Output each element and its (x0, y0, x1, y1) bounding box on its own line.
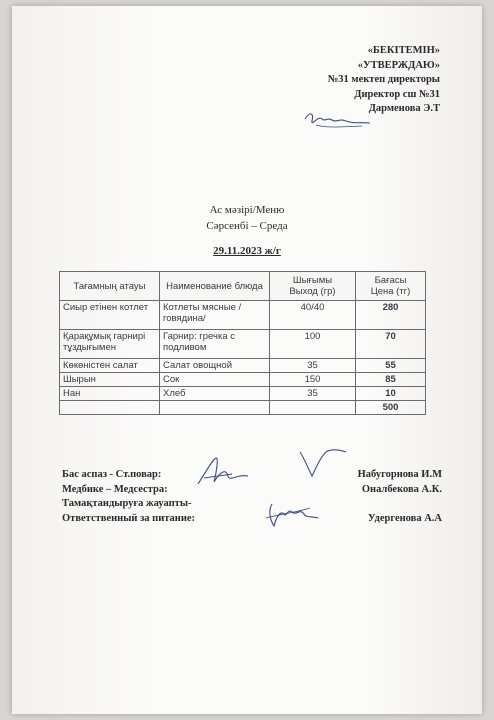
cell-kz: Сиыр етінен котлет (60, 301, 160, 330)
cell-yield: 35 (270, 359, 356, 373)
cell-kz: Көкөністен салат (60, 359, 160, 373)
cook-label: Бас аспаз - Ст.повар: (62, 469, 162, 480)
cell-ru: Гарнир: гречка с подливом (160, 330, 270, 359)
header-ru-name: Наименование блюда (160, 272, 270, 301)
table-row (60, 330, 426, 359)
menu-day: Сәрсенбі – Среда (206, 220, 288, 232)
cell-yield: 150 (270, 373, 356, 387)
nurse-row (62, 483, 442, 498)
table-total-row (60, 401, 426, 415)
cook-row (62, 468, 442, 483)
header-price (356, 272, 426, 301)
director-signature-icon (302, 109, 372, 133)
header-yield-ru: Выход (гр) (289, 286, 336, 297)
cell-kz: Шырын (60, 373, 160, 387)
table-row (60, 301, 426, 330)
approval-school-ru: Директор сш №31 (354, 88, 440, 100)
approval-line-ru: «УТВЕРЖДАЮ» (357, 59, 440, 71)
cell-ru: Сок (160, 373, 270, 387)
header-price-ru: Цена (тг) (370, 286, 411, 297)
cell-kz: Нан (60, 387, 160, 401)
cell-ru: Хлеб (160, 387, 270, 401)
responsible-kz-row (62, 497, 442, 512)
menu-table (59, 271, 426, 415)
table-row (60, 387, 426, 401)
table-header-row (60, 272, 426, 301)
document-page (12, 6, 482, 714)
header-price-kz: Бағасы (374, 275, 407, 286)
nurse-name: Оналбекова А.К. (361, 483, 442, 495)
header-kz-name: Тағамның атауы (60, 272, 160, 301)
responsible-kz-label: Тамақтандыруға жауапты- (62, 498, 192, 509)
menu-title: Ас мәзірі/Меню (209, 204, 285, 216)
cell-price: 70 (356, 330, 426, 359)
responsible-name: Удергенова А.А (367, 512, 442, 524)
approval-block (328, 44, 440, 117)
cell-yield: 100 (270, 330, 356, 359)
cell-price: 55 (356, 359, 426, 373)
cell-price: 280 (356, 301, 426, 330)
cook-name: Набугорнова И.М (357, 469, 442, 480)
cell-empty (60, 401, 160, 415)
cell-price: 85 (356, 373, 426, 387)
approval-line-kz: «БЕКІТЕМІН» (367, 45, 440, 56)
table-row (60, 359, 426, 373)
cell-ru: Салат овощной (160, 359, 270, 373)
responsible-ru-label: Ответственный за питание: (62, 512, 196, 524)
cell-kz: Қарақұмық гарнирі тұздығымен (60, 330, 160, 359)
approval-school-kz: №31 мектеп директоры (327, 74, 440, 85)
responsible-ru-row (62, 512, 442, 527)
cell-empty (160, 401, 270, 415)
cell-yield: 35 (270, 387, 356, 401)
table-row (60, 373, 426, 387)
cell-yield: 40/40 (270, 301, 356, 330)
approval-director-name: Дарменова Э.Т (368, 103, 440, 114)
nurse-label: Медбике – Медсестра: (62, 483, 168, 495)
cell-total: 500 (356, 401, 426, 415)
header-yield (270, 272, 356, 301)
cell-empty (270, 401, 356, 415)
cell-price: 10 (356, 387, 426, 401)
signatures-block (62, 468, 442, 526)
menu-date: 29.11.2023 ж/г (213, 245, 281, 257)
cell-ru: Котлеты мясные /говядина/ (160, 301, 270, 330)
header-yield-kz: Шығымы (292, 275, 333, 286)
